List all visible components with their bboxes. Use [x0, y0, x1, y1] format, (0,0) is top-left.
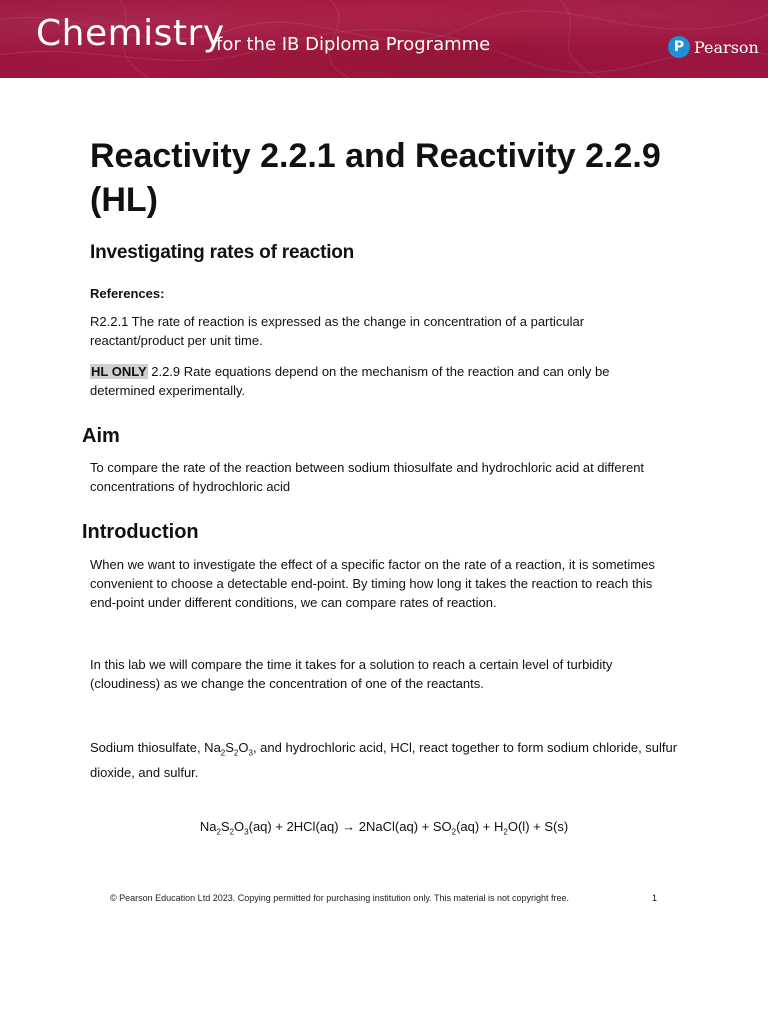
reference-1: R2.2.1 The rate of reaction is expressed as the change in concentration of a particular reactant/product per unit time.: [90, 314, 585, 348]
reference-2: [90, 362, 650, 400]
hl-only-badge: HL ONLY: [91, 364, 147, 379]
publisher-name: Pearson: [694, 37, 759, 57]
intro-paragraph-2: In this lab we will compare the time it takes for a solution to reach a certain level of turbidity (cloudiness) as we change the concentration of one of the reactants.: [90, 657, 613, 691]
eq-segment: O(l) + S(s): [507, 819, 569, 834]
text-segment: Sodium thiosulfate, Na: [90, 740, 221, 755]
eq-segment: Na: [199, 819, 217, 834]
chemical-equation: [0, 819, 768, 837]
eq-subscript: 3: [244, 827, 249, 837]
copyright-footer: © Pearson Education Ltd 2023. Copying permitted for purchasing institution only. This material is not copyright free.: [110, 893, 570, 903]
eq-subscript: 2: [451, 827, 457, 837]
brand-subtitle: for the IB Diploma Programme: [216, 34, 491, 55]
text-segment: O: [238, 740, 249, 755]
eq-segment: S: [220, 819, 230, 834]
subscript: 3: [248, 748, 253, 758]
page-title: Reactivity 2.2.1 and Reactivity 2.2.9 (HL): [90, 137, 661, 219]
text-segment: S: [225, 740, 234, 755]
title-block: [90, 134, 690, 398]
pearson-logo-icon: P: [668, 36, 690, 58]
page-subtitle: Investigating rates of reaction: [90, 242, 355, 263]
intro-paragraph-1: When we want to investigate the effect of a specific factor on the rate of a reaction, it is sometimes convenient to choose a detectable end-point. By timing how long it takes the reaction to reach this end-point under different conditions, we can compare rates of reaction.: [90, 557, 655, 610]
text-segment: , and hydrochloric acid, HCl, react together to form sodium chloride, sulfur dioxide, and sulfur.: [90, 740, 678, 780]
subscript: 2: [220, 748, 226, 758]
page-number: 1: [652, 893, 658, 903]
pearson-brand: [668, 36, 759, 58]
eq-segment: (aq) + H: [456, 819, 504, 834]
subscript: 2: [233, 748, 239, 758]
reference-2-text: 2.2.9 Rate equations depend on the mechanism of the reaction and can only be determined experimentally.: [90, 364, 610, 398]
eq-subscript: 2: [216, 827, 221, 837]
introduction-heading: Introduction: [82, 521, 199, 543]
eq-segment: O: [234, 819, 245, 834]
aim-heading: Aim: [82, 425, 120, 447]
aim-text: To compare the rate of the reaction between sodium thiosulfate and hydrochloric acid at different concentrations of hydrochloric acid: [90, 460, 645, 494]
brand-title: Chemistry: [36, 13, 225, 54]
references-label: References:: [90, 286, 165, 301]
header-banner: [0, 0, 768, 78]
eq-segment: (aq) + 2HCl(aq) → 2NaCl(aq) + SO: [248, 819, 452, 834]
eq-subscript: 2: [229, 827, 235, 837]
eq-subscript: 2: [503, 827, 508, 837]
intro-paragraph-3: [90, 738, 680, 782]
